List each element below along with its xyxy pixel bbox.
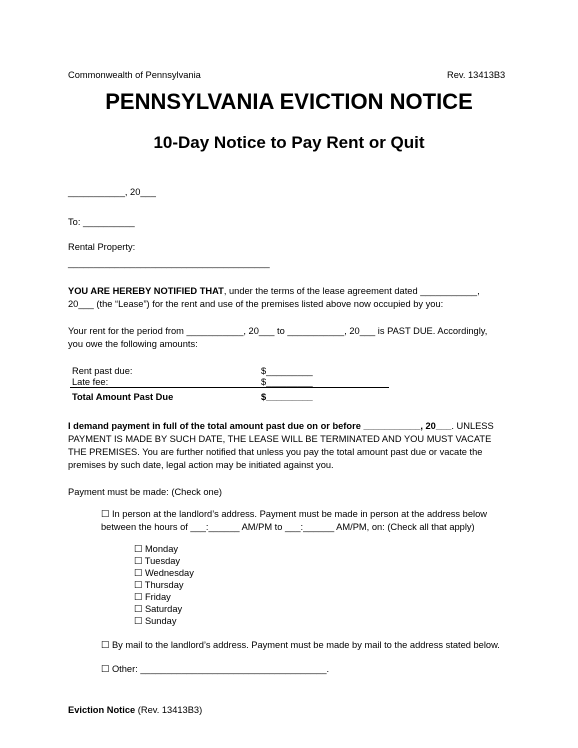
day-label: Wednesday (144, 568, 194, 578)
late-fee-value: $_________ (261, 377, 313, 387)
day-label: Thursday (144, 580, 184, 590)
checkbox-icon[interactable]: ☐ (134, 580, 143, 590)
checkbox-icon[interactable]: ☐ (134, 616, 143, 626)
header-revision: Rev. 13413B3 (447, 70, 506, 80)
rental-property-label: Rental Property: (68, 242, 136, 252)
day-option-friday (134, 591, 171, 603)
notified-paragraph-line-1 (68, 285, 480, 297)
checkbox-icon[interactable]: ☐ (134, 556, 143, 566)
payment-method-label: Payment must be made: (Check one) (68, 487, 222, 497)
checkbox-icon[interactable]: ☐ (101, 640, 110, 650)
checkbox-icon[interactable]: ☐ (134, 592, 143, 602)
rental-property-blank: _______________________________________ (68, 258, 270, 268)
demand-paragraph-line-2: PAYMENT IS MADE BY SUCH DATE, THE LEASE WILL BE TERMINATED AND YOU MUST VACATE (68, 434, 492, 444)
demand-line-1-rest: . UNLESS (451, 421, 494, 431)
checkbox-icon[interactable]: ☐ (134, 544, 143, 554)
date-blank: ___________, 20___ (68, 187, 156, 197)
document-subtitle: 10-Day Notice to Pay Rent or Quit (153, 133, 425, 152)
rent-period-line-2: you owe the following amounts: (68, 339, 198, 349)
checkbox-icon[interactable]: ☐ (134, 604, 143, 614)
total-past-due-label: Total Amount Past Due (72, 392, 174, 402)
total-past-due-value: $_________ (261, 392, 313, 402)
day-option-sunday (134, 615, 176, 627)
day-option-tuesday (134, 555, 180, 567)
checkbox-icon[interactable]: ☐ (101, 664, 110, 674)
day-label: Sunday (144, 616, 177, 626)
rent-period-line-1: Your rent for the period from ___________, 20___ to ___________, 20___ is PAST DUE. Accordingly, (68, 326, 488, 336)
other-option (101, 663, 329, 675)
checkbox-icon[interactable]: ☐ (101, 509, 110, 519)
notified-heading: YOU ARE HEREBY NOTIFIED THAT (68, 286, 224, 296)
day-label: Friday (144, 592, 171, 602)
document-title: PENNSYLVANIA EVICTION NOTICE (105, 89, 473, 114)
notified-line-1-text: , under the terms of the lease agreement dated ___________, (223, 286, 480, 296)
in-person-option-line-1 (101, 508, 487, 520)
late-fee-label: Late fee: (72, 377, 109, 387)
page-footer (68, 704, 202, 716)
day-label: Saturday (144, 604, 183, 614)
in-person-option-line-2: between the hours of ___:______ AM/PM to ___:______ AM/PM, on: (Check all that apply) (101, 522, 475, 532)
amounts-divider (70, 387, 389, 388)
demand-bold-text: I demand payment in full of the total amount past due on or before ___________, 20___ (68, 421, 452, 431)
demand-paragraph-line-4: premises by such date, legal action may be initiated against you. (68, 460, 334, 470)
recipient-blank: To: __________ (68, 217, 135, 227)
day-label: Tuesday (144, 556, 181, 566)
header-jurisdiction: Commonwealth of Pennsylvania (68, 70, 201, 80)
other-option-text: Other: ____________________________________. (111, 664, 330, 674)
day-option-wednesday (134, 567, 194, 579)
demand-paragraph-line-3: THE PREMISES. You are further notified that unless you pay the total amount past due or vacate the (68, 447, 483, 457)
day-label: Monday (144, 544, 179, 554)
mail-option (101, 639, 500, 651)
day-option-thursday (134, 579, 184, 591)
footer-revision: (Rev. 13413B3) (135, 705, 203, 715)
footer-title: Eviction Notice (68, 705, 136, 715)
rent-past-due-label: Rent past due: (72, 366, 133, 376)
checkbox-icon[interactable]: ☐ (134, 568, 143, 578)
in-person-text: In person at the landlord’s address. Payment must be made in person at the address below (111, 509, 487, 519)
day-option-monday (134, 543, 178, 555)
demand-paragraph-line-1 (68, 420, 494, 432)
mail-option-text: By mail to the landlord’s address. Payment must be made by mail to the address stated below. (111, 640, 500, 650)
notified-paragraph-line-2: 20___ (the “Lease”) for the rent and use of the premises listed above now occupied by you: (68, 299, 444, 309)
rent-past-due-value: $_________ (261, 366, 313, 376)
day-option-saturday (134, 603, 182, 615)
